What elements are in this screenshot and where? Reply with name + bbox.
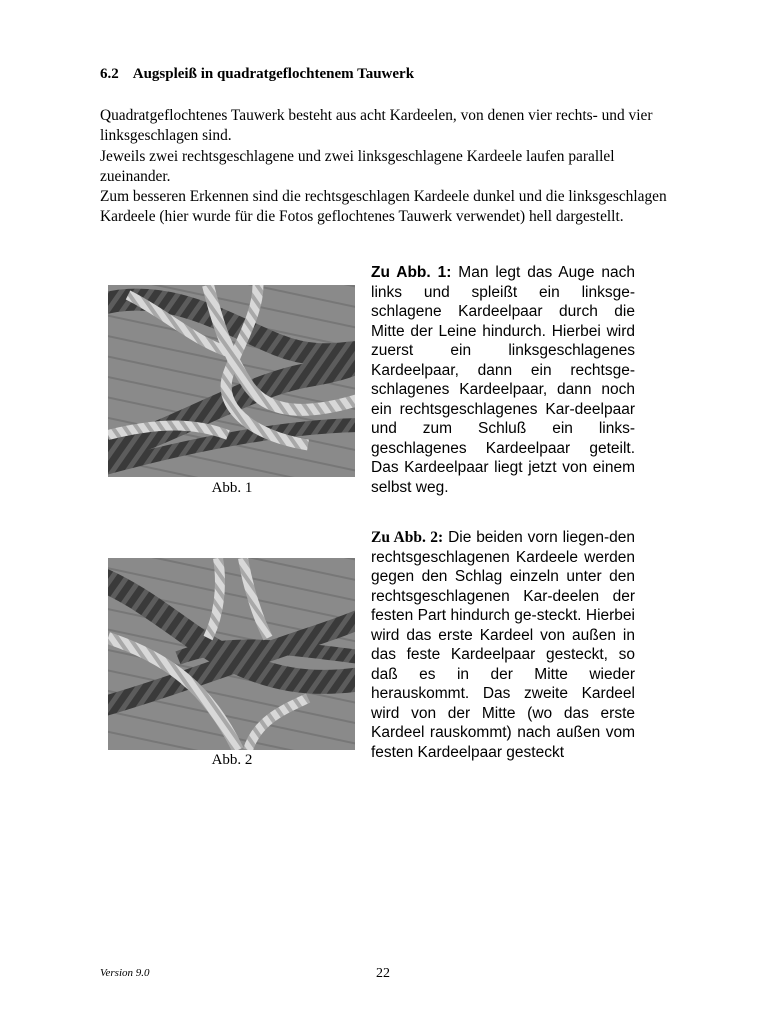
- figure-2-text: Die beiden vorn liegen-den rechtsgeschlagenen Kardeele werden gegen den Schlag einzeln unter den rechtsgeschlagenen Kar-deelen der festen Part hindurch ge-steckt. Hierbei wird das erste Kardeel von außen in das feste Kardeelpaar gesteckt, so daß es in der Mitte wieder herauskommt. Das zweite Kardeel wird von der Mitte (wo das erste Kardeel rauskommt) nach außen vom festen Kardeelpaar gesteckt: [371, 529, 636, 761]
- figure-2-photo: [108, 558, 355, 750]
- section-heading: [100, 66, 700, 83]
- figure-2-lead: Zu Abb. 2:: [371, 529, 444, 546]
- intro-paragraph: Zum besseren Erkennen sind die rechtsgeschlagen Kardeele dunkel und die linksgeschlagen Kardeele (hier wurde für die Fotos geflochtenes Tauwerk verwendet) hell dargestellt.: [100, 188, 667, 226]
- footer-version: Version 9.0: [100, 967, 150, 979]
- page-number: 22: [376, 966, 390, 981]
- section-title: Augspleiß in quadratgeflochtenem Tauwerk: [132, 66, 415, 82]
- figure-1-description: [371, 263, 635, 497]
- section-number: 6.2: [100, 66, 119, 82]
- figure-1-photo: [108, 285, 355, 477]
- figure-1-caption: Abb. 1: [211, 480, 253, 496]
- figure-2-description: [371, 528, 635, 762]
- figure-2-caption: Abb. 2: [211, 752, 253, 768]
- figure-1-lead: Zu Abb. 1:: [371, 264, 452, 281]
- intro-paragraph: Quadratgeflochtenes Tauwerk besteht aus acht Kardeelen, von denen vier rechts- und vier linksgeschlagen sind.: [100, 107, 653, 145]
- intro-paragraph: Jeweils zwei rechtsgeschlagene und zwei linksgeschlagene Kardeele laufen parallel zueinander.: [100, 147, 615, 185]
- figure-1-text: Man legt das Auge nach links und spleißt ein linksge-schlagene Kardeelpaar durch die Mitte der Leine hindurch. Hierbei wird zuerst ein linksgeschlagenes Kardeelpaar, dann ein rechtsge-schlagenes Kardeelpaar, dann noch ein rechtsgeschlagenes Kar-deelpaar und zum Schluß ein links-geschlagenes Kardeelpaar geteilt. Das Kardeelpaar liegt jetzt von einem selbst weg.: [371, 264, 635, 496]
- intro-text: [100, 106, 680, 228]
